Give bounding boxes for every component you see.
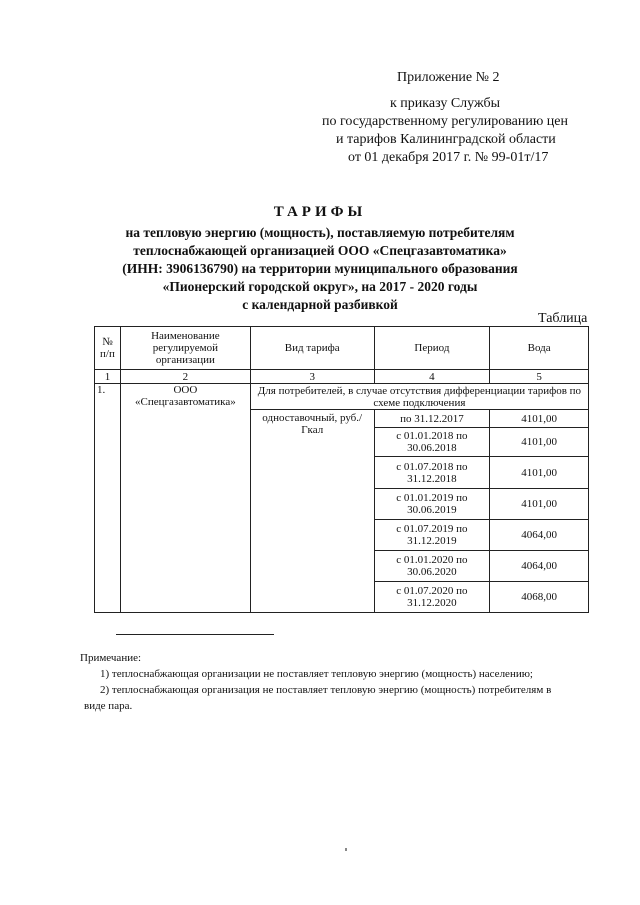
notes-heading: Примечание:: [80, 652, 142, 664]
period-cell: с 01.01.2020 по 30.06.2020: [374, 551, 490, 582]
appendix-number: Приложение № 2: [397, 70, 500, 85]
document-title: ТАРИФЫ: [273, 204, 367, 220]
period-cell: по 31.12.2017: [374, 410, 490, 428]
header-cell: Наименование регулируемой организации: [120, 327, 250, 370]
period-cell: с 01.07.2020 по 31.12.2020: [374, 582, 490, 613]
appendix-order-date: от 01 декабря 2017 г. № 99-01т/17: [348, 150, 549, 165]
water-value: 4101,00: [490, 410, 589, 428]
column-number: 1: [95, 370, 121, 384]
title-line: «Пионерский городской округ», на 2017 - 2020 годы: [162, 279, 478, 294]
header-cell: № п/п: [95, 327, 121, 370]
note-item: 1) теплоснабжающая организации не поставляет тепловую энергию (мощность) населению;: [100, 668, 533, 680]
water-value: 4101,00: [490, 457, 589, 489]
period-cell: с 01.07.2019 по 31.12.2019: [374, 520, 490, 551]
table-caption: Таблица: [538, 311, 588, 326]
appendix-line: по государственному регулированию цен: [322, 114, 568, 129]
table-header-row: [95, 327, 589, 370]
note-item: 2) теплоснабжающая организация не поставляет тепловую энергию (мощность) потребителям в: [100, 684, 552, 696]
period-cell: с 01.01.2019 по 30.06.2019: [374, 489, 490, 520]
notes-block: [80, 650, 551, 714]
tariff-type: одноставочный, руб./Гкал: [250, 410, 374, 613]
appendix-line: и тарифов Калининградской области: [336, 132, 556, 147]
water-value: 4101,00: [490, 428, 589, 457]
note-item-continued: виде пара.: [84, 700, 133, 712]
consumer-note: Для потребителей, в случае отсутствия дифференциации тарифов по схеме подключения: [250, 384, 588, 410]
header-cell: Вода: [490, 327, 589, 370]
title-line: теплоснабжающей организацией ООО «Спецгазавтоматика»: [133, 243, 507, 258]
column-number: 2: [120, 370, 250, 384]
period-cell: с 01.07.2018 по 31.12.2018: [374, 457, 490, 489]
period-cell: с 01.01.2018 по 30.06.2018: [374, 428, 490, 457]
water-value: 4068,00: [490, 582, 589, 613]
water-value: 4064,00: [490, 520, 589, 551]
title-line: на тепловую энергию (мощность), поставляемую потребителям: [125, 225, 515, 240]
title-line: (ИНН: 3906136790) на территории муниципального образования: [122, 261, 518, 276]
header-cell: Период: [374, 327, 490, 370]
tariff-table: [94, 326, 589, 613]
scan-speck: [345, 848, 347, 851]
column-number-row: [95, 370, 589, 384]
appendix-line: к приказу Службы: [390, 96, 500, 111]
header-cell: Вид тарифа: [250, 327, 374, 370]
water-value: 4101,00: [490, 489, 589, 520]
row-number: 1.: [95, 384, 121, 613]
footnote-divider: [116, 634, 274, 635]
column-number: 4: [374, 370, 490, 384]
column-number: 3: [250, 370, 374, 384]
title-line: с календарной разбивкой: [242, 297, 398, 312]
table-row: [95, 384, 589, 410]
organization-name: ООО «Спецгазавтоматика»: [120, 384, 250, 613]
water-value: 4064,00: [490, 551, 589, 582]
column-number: 5: [490, 370, 589, 384]
